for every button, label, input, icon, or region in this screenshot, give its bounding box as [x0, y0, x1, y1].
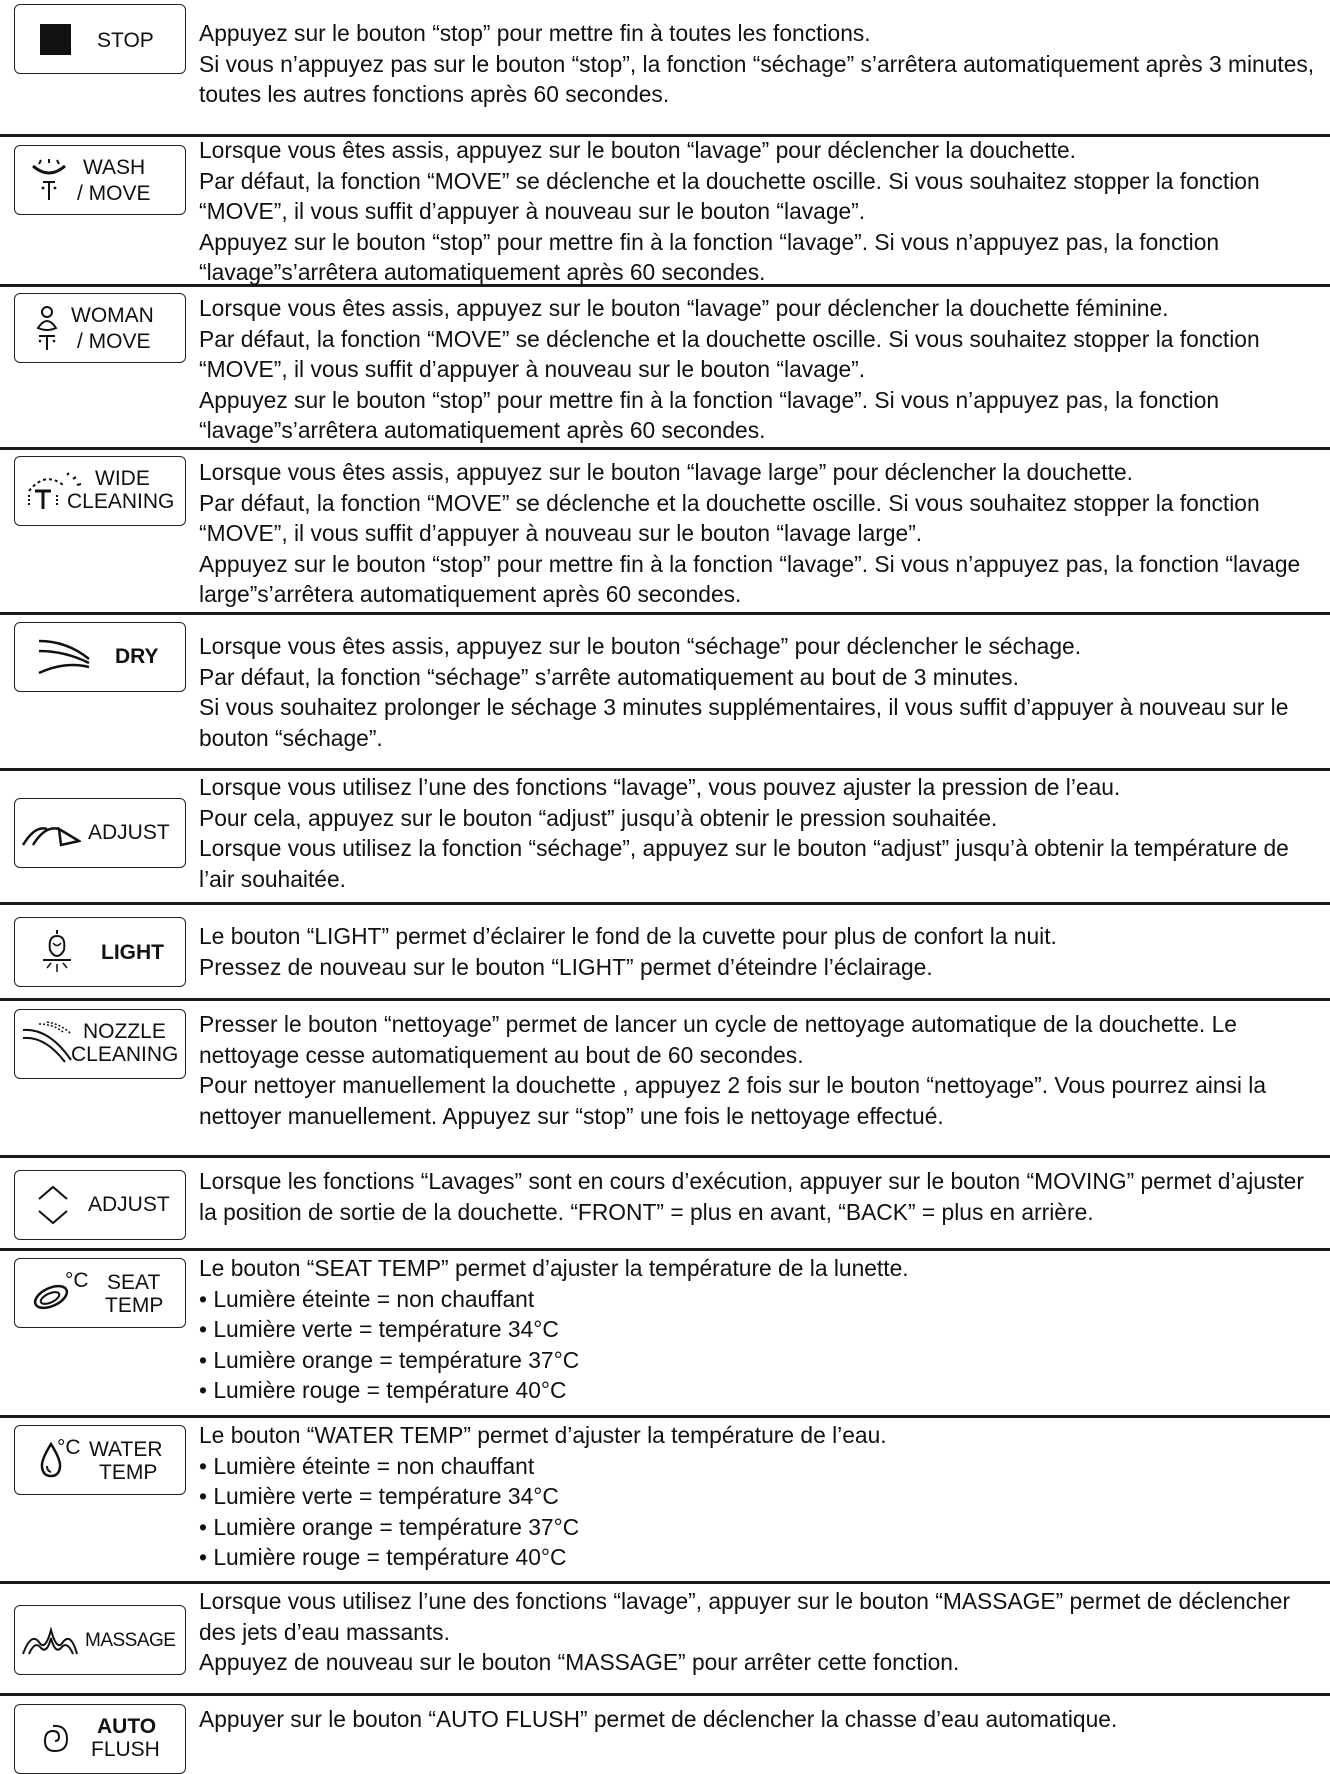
nozzle-label-line2: CLEANING [71, 1043, 179, 1066]
section-text [199, 1704, 1319, 1735]
list-item: • Lumière éteinte = non chauffant [199, 1285, 535, 1312]
paragraph: Presser le bouton “nettoyage” permet de lancer un cycle de nettoyage automatique de la douchette. Le nettoyage cesse automatiquement au bout de 60 secondes. [199, 1011, 1237, 1068]
dry-label: DRY [115, 645, 159, 668]
woman-label-line2: / MOVE [77, 330, 151, 353]
adjust-position-label: ADJUST [88, 1193, 170, 1216]
auto-flush-label-line2: FLUSH [91, 1738, 160, 1761]
massage-button[interactable] [14, 1605, 186, 1675]
list-item: • Lumière verte = température 34°C [199, 1483, 559, 1509]
section-divider [0, 612, 1330, 615]
dry-button[interactable] [14, 622, 186, 692]
paragraph: Lorsque vous êtes assis, appuyez sur le bouton “lavage” pour déclencher la douchette féminine. [199, 295, 1169, 321]
paragraph: Lorsque les fonctions “Lavages” sont en cours d’exécution, appuyer sur le bouton “MOVING” permet d’ajuster la position de sortie de la douchette. “FRONT” = plus en avant, “BACK” = plus en arrière. [199, 1168, 1304, 1225]
section-divider [0, 447, 1330, 450]
paragraph: Lorsque vous êtes assis, appuyez sur le bouton “lavage” pour déclencher la douchette. [199, 137, 1076, 163]
section-text [199, 1166, 1319, 1227]
paragraph: Appuyer sur le bouton “AUTO FLUSH” permet de déclencher la chasse d’eau automatique. [199, 1706, 1118, 1732]
section-divider [0, 768, 1330, 771]
paragraph: Pour cela, appuyez sur le bouton “adjust” jusqu’à obtenir le pression souhaitée. [199, 804, 998, 831]
section-text [199, 1586, 1319, 1678]
woman-label-line1: WOMAN [71, 304, 154, 327]
paragraph: Par défaut, la fonction “MOVE” se déclenche et la douchette oscille. Si vous souhaitez stopper la fonction “MOVE”, il vous suffit d’appuyer à nouveau sur le bouton “lavage large”. [199, 489, 1260, 546]
dry-wind-icon [37, 637, 93, 677]
stop-label: STOP [97, 29, 154, 52]
section-text [199, 772, 1319, 894]
paragraph: Par défaut, la fonction “MOVE” se déclenche et la douchette oscille. Si vous souhaitez stopper la fonction “MOVE”, il vous suffit d’appuyer à nouveau sur le bouton “lavage”. [199, 325, 1260, 382]
paragraph: Appuyez sur le bouton “stop” pour mettre fin à la fonction “lavage”. Si vous n’appuyez pas, la fonction “lavage”s’arrêtera automatiquement après 60 secondes. [199, 386, 1220, 443]
paragraph: Si vous n’appuyez pas sur le bouton “stop”, la fonction “séchage” s’arrêtera automatiquement après 3 minutes, toutes les autres fonctions après 60 secondes. [199, 50, 1315, 107]
list-item: • Lumière rouge = température 40°C [199, 1377, 567, 1403]
paragraph: Par défaut, la fonction “séchage” s’arrête automatiquement au bout de 3 minutes. [199, 663, 1019, 690]
section-text [199, 135, 1319, 288]
section-text [199, 1420, 1319, 1573]
paragraph: Pressez de nouveau sur le bouton “LIGHT” permet d’éteindre l’éclairage. [199, 953, 933, 980]
wide-label-line1: WIDE [95, 467, 150, 490]
nozzle-label-line1: NOZZLE [83, 1020, 166, 1043]
light-bulb-icon [39, 928, 75, 974]
nozzle-cleaning-icon [19, 1020, 77, 1066]
section-text [199, 293, 1319, 446]
light-button[interactable] [14, 917, 186, 987]
water-degree-label: °C [57, 1436, 81, 1459]
seat-temp-button[interactable] [14, 1258, 186, 1328]
paragraph: Si vous souhaitez prolonger le séchage 3 minutes supplémentaires, il vous suffit d’appuyer à nouveau sur le bouton “séchage”. [199, 694, 1289, 751]
wash-label-line2: / MOVE [77, 182, 151, 205]
section-divider [0, 1248, 1330, 1251]
water-label-line1: WATER [89, 1438, 163, 1461]
nozzle-cleaning-button[interactable] [14, 1009, 186, 1079]
auto-flush-swirl-icon [37, 1723, 73, 1759]
wash-spray-icon [29, 158, 69, 202]
wash-move-button[interactable] [14, 145, 186, 215]
adjust-pressure-button[interactable] [14, 798, 186, 868]
wide-cleaning-button[interactable] [14, 456, 186, 526]
section-text [199, 18, 1319, 110]
paragraph: Par défaut, la fonction “MOVE” se déclenche et la douchette oscille. Si vous souhaitez stopper la fonction “MOVE”, il vous suffit d’appuyer à nouveau sur le bouton “lavage”. [199, 167, 1260, 224]
seat-degree-label: °C [65, 1269, 89, 1292]
paragraph: Lorsque vous utilisez l’une des fonctions “lavage”, appuyer sur le bouton “MASSAGE” permet de déclencher des jets d’eau massants. [199, 1588, 1291, 1645]
section-divider [0, 1155, 1330, 1158]
wide-label-line2: CLEANING [67, 490, 175, 513]
paragraph: Le bouton “WATER TEMP” permet d’ajuster la température de l’eau. [199, 1422, 887, 1448]
section-text [199, 1253, 1319, 1406]
seat-label-line1: SEAT [107, 1271, 161, 1294]
section-text [199, 457, 1319, 610]
list-item: • Lumière rouge = température 40°C [199, 1544, 567, 1570]
light-label: LIGHT [101, 941, 164, 964]
list-item: • Lumière orange = température 37°C [199, 1346, 580, 1373]
paragraph: Lorsque vous utilisez l’une des fonctions “lavage”, vous pouvez ajuster la pression de l’eau. [199, 774, 1121, 800]
list-item: • Lumière orange = température 37°C [199, 1513, 580, 1540]
section-divider [0, 1415, 1330, 1418]
up-down-chevrons-icon [33, 1179, 73, 1231]
section-divider [0, 1693, 1330, 1696]
woman-spray-icon [29, 304, 65, 352]
section-text [199, 1009, 1319, 1131]
auto-flush-label-line1: AUTO [97, 1715, 157, 1738]
stop-square-icon [40, 24, 71, 55]
list-item: • Lumière verte = température 34°C [199, 1316, 559, 1342]
paragraph: Le bouton “SEAT TEMP” permet d’ajuster la température de la lunette. [199, 1255, 909, 1281]
paragraph: Le bouton “LIGHT” permet d’éclairer le fond de la cuvette pour plus de confort la nuit. [199, 923, 1057, 949]
wash-label-line1: WASH [83, 156, 146, 179]
massage-label: MASSAGE [85, 1630, 176, 1651]
woman-move-button[interactable] [14, 293, 186, 363]
paragraph: Appuyez de nouveau sur le bouton “MASSAGE” pour arrêter cette fonction. [199, 1649, 960, 1675]
adjust-pressure-label: ADJUST [88, 821, 170, 844]
section-divider [0, 902, 1330, 905]
section-text [199, 631, 1319, 753]
paragraph: Lorsque vous utilisez la fonction “séchage”, appuyez sur le bouton “adjust” jusqu’à obtenir la température de l’air souhaitée. [199, 835, 1289, 892]
paragraph: Lorsque vous êtes assis, appuyez sur le bouton “lavage large” pour déclencher la douchette. [199, 459, 1133, 485]
stop-button[interactable] [14, 4, 186, 74]
water-label-line2: TEMP [99, 1461, 158, 1484]
section-divider [0, 1581, 1330, 1584]
adjust-pressure-icon [21, 819, 81, 849]
paragraph: Lorsque vous êtes assis, appuyez sur le bouton “séchage” pour déclencher le séchage. [199, 633, 1082, 659]
section-divider [0, 998, 1330, 1001]
section-text [199, 921, 1319, 982]
paragraph: Appuyez sur le bouton “stop” pour mettre fin à la fonction “lavage”. Si vous n’appuyez pas, la fonction “lavage”s’arrêtera automatiquement après 60 secondes. [199, 228, 1220, 285]
list-item: • Lumière éteinte = non chauffant [199, 1452, 535, 1479]
seat-label-line2: TEMP [105, 1294, 164, 1317]
paragraph: Appuyez sur le bouton “stop” pour mettre fin à la fonction “lavage”. Si vous n’appuyez pas, la fonction “lavage large”s’arrêtera automatiquement après 60 secondes. [199, 550, 1301, 607]
water-temp-button[interactable] [14, 1425, 186, 1495]
massage-waves-icon [21, 1624, 79, 1658]
paragraph: Appuyez sur le bouton “stop” pour mettre fin à toutes les fonctions. [199, 20, 871, 46]
paragraph: Pour nettoyer manuellement la douchette , appuyez 2 fois sur le bouton “nettoyage”. Vous pourrez ainsi la nettoyer manuellement. Appuyez sur “stop” une fois le nettoyage effectué. [199, 1072, 1267, 1129]
adjust-position-button[interactable] [14, 1170, 186, 1240]
